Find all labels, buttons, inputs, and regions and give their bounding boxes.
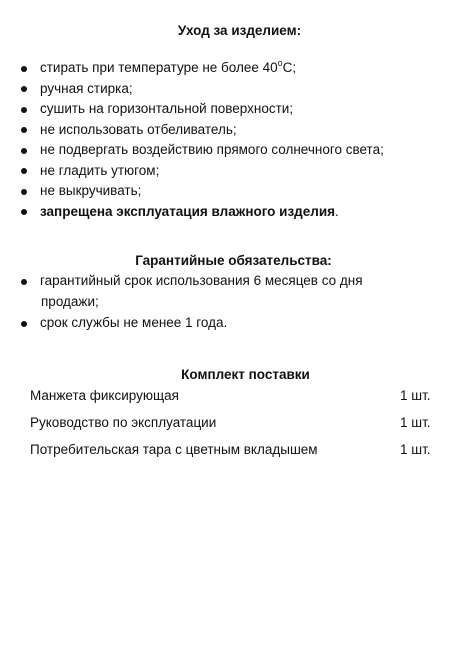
warranty-item-line1: гарантийный срок использования 6 месяцев со дня xyxy=(40,273,363,288)
care-item-wash-temperature xyxy=(0,58,451,79)
warranty-item-service-life xyxy=(0,313,451,334)
kit-item-qty: 1 шт. xyxy=(400,388,431,403)
care-list xyxy=(0,58,451,222)
care-item-no-iron xyxy=(0,161,451,182)
warranty-heading: Гарантийные обязательства: xyxy=(135,253,332,268)
kit-item-qty: 1 шт. xyxy=(400,415,431,430)
kit-heading: Комплект поставки xyxy=(181,367,310,382)
care-item-no-wring xyxy=(0,181,451,202)
care-item-hand-wash xyxy=(0,79,451,100)
care-item-no-bleach xyxy=(0,120,451,141)
care-item-unit: C; xyxy=(282,60,297,75)
bullet-icon xyxy=(21,279,27,285)
bullet-icon xyxy=(21,148,27,154)
bullet-icon xyxy=(21,168,27,174)
care-heading: Уход за изделием: xyxy=(177,23,302,38)
kit-item-name: Потребительская тара с цветным вкладышем xyxy=(30,442,318,457)
kit-item-qty: 1 шт. xyxy=(400,442,431,457)
care-item-period: . xyxy=(335,203,339,219)
bullet-icon xyxy=(21,107,27,113)
kit-table xyxy=(0,388,451,469)
care-item-text: стирать при температуре не более 40 xyxy=(40,60,278,75)
care-item-no-sunlight xyxy=(0,140,451,161)
bullet-icon xyxy=(21,66,27,72)
kit-row xyxy=(0,442,451,469)
bullet-icon xyxy=(21,127,27,133)
degree-mark: o xyxy=(277,57,283,68)
bullet-icon xyxy=(21,189,27,195)
care-item-text: запрещена эксплуатация влажного изделия xyxy=(40,203,335,219)
bullet-icon xyxy=(21,321,27,327)
care-item-text: не гладить утюгом; xyxy=(40,162,160,178)
care-item-no-wet-use xyxy=(0,202,451,223)
kit-item-name: Манжета фиксирующая xyxy=(30,388,179,403)
care-item-text: сушить на горизонтальной поверхности; xyxy=(40,101,294,116)
warranty-item-text: срок службы не менее 1 года. xyxy=(40,315,228,330)
warranty-list xyxy=(0,271,451,334)
bullet-icon xyxy=(21,86,27,92)
bullet-icon xyxy=(21,209,27,215)
kit-row xyxy=(0,415,451,442)
care-item-text: ручная стирка; xyxy=(40,80,133,96)
warranty-item-line2: продажи; xyxy=(41,293,99,309)
care-item-text: не выкручивать; xyxy=(40,183,142,198)
care-item-text: не подвергать воздействию прямого солнечного света; xyxy=(40,142,384,157)
care-item-text: не использовать отбеливатель; xyxy=(40,121,237,137)
kit-item-name: Руководство по эксплуатации xyxy=(30,415,217,430)
warranty-item-period xyxy=(0,271,451,312)
care-item-dry-flat xyxy=(0,99,451,120)
kit-row xyxy=(0,388,451,415)
